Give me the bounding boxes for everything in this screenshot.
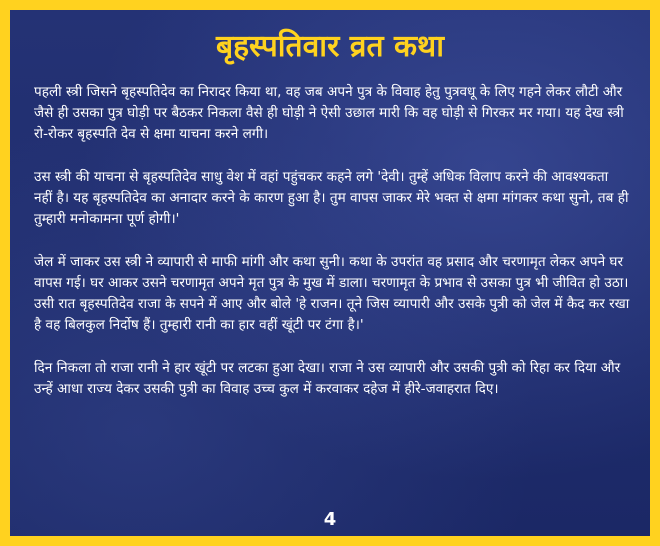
story-paragraph: पहली स्त्री जिसने बृहस्पतिदेव का निरादर किया था, वह जब अपने पुत्र के विवाह हेतु पुत्रवधू के लिए गहने लेकर लौटी और जैसे ही उसका पुत्र घोड़ी पर बैठकर निकला वैसे ही घोड़ी ने ऐसी उछाल मारी कि वह घोड़ी से गिरकर मर गया। यह देख स्त्री रो-रोकर बृहस्पति देव से क्षमा याचना करने लगी। — [34, 84, 624, 142]
story-panel — [10, 10, 650, 536]
story-title: बृहस्पतिवार व्रत कथा — [215, 29, 444, 64]
story-paragraph: उस स्त्री की याचना से बृहस्पतिदेव साधु वेश में वहां पहुंचकर कहने लगे 'देवी। तुम्हें अधिक विलाप करने की आवश्यकता नहीं है। यह बृहस्पतिदेव का अनादार करने के कारण हुआ है। तुम वापस जाकर मेरे भक्त से क्षमा मांगकर कथा सुनो, तब ही तुम्हारी मनोकामना पूर्ण होगी।' — [34, 169, 629, 227]
story-content — [34, 82, 630, 422]
story-paragraph: दिन निकला तो राजा रानी ने हार खूंटी पर लटका हुआ देखा। राजा ने उस व्यापारी और उसकी पुत्री को रिहा कर दिया और उन्हें आधा राज्य देकर उसकी पुत्री का विवाह उच्च कुल में करवाकर दहेज में हीरे-जवाहरात दिए। — [34, 360, 621, 397]
story-paragraph: जेल में जाकर उस स्त्री ने व्यापारी से माफी मांगी और कथा सुनी। कथा के उपरांत वह प्रसाद और चरणामृत लेकर अपने घर वापस गई। घर आकर उसने चरणामृत अपने मृत पुत्र के मुख में डाला। चरणामृत के प्रभाव से उसका पुत्र भी जीवित हो उठा। उसी रात बृहस्पतिदेव राजा के सपने में आए और बोले 'हे राजन। तूने जिस व्यापारी और उसके पुत्री को जेल में कैद कर रखा है वह बिलकुल निर्दोष हैं। तुम्हारी रानी का हार वहीं खूंटी पर टंगा है।' — [34, 254, 630, 333]
page-number: 4 — [323, 509, 337, 530]
